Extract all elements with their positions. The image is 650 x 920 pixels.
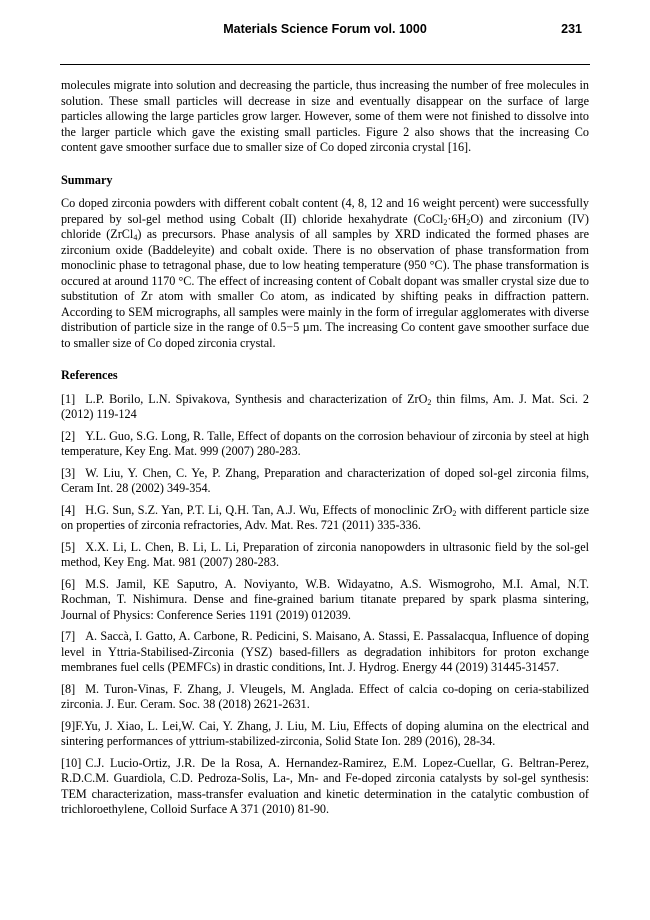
- journal-title: Materials Science Forum vol. 1000: [223, 22, 427, 36]
- intro-paragraph: molecules migrate into solution and decreasing the particle, thus increasing the number of free molecules in solution. These small particles will decrease in size and eventually disappear on the surface of large particles allowing the large particles grow larger. However, some of them were not finished to dissolve into the larger particle which gave the existing small particles. Figure 2 also shows that the increasing Co content gave smoother surface due to smaller size of Co doped zirconia crystal [16].: [61, 78, 589, 154]
- reference-8: [8] M. Turon-Vinas, F. Zhang, J. Vleugels, M. Anglada. Effect of calcia co-doping on ceria-stabilized zirconia. J. Eur. Ceram. Soc. 38 (2018) 2621-2631.: [61, 681, 589, 711]
- reference-1: [1] L.P. Borilo, L.N. Spivakova, Synthesis and characterization of ZrO$_2$ thin films, Am. J. Mat. Sci. 2 (2012) 119-124: [61, 391, 589, 421]
- body-text: [61, 78, 589, 824]
- page-number: 231: [561, 22, 582, 36]
- header-rule: [60, 64, 590, 65]
- summary-paragraph: Co doped zirconia powders with different cobalt content (4, 8, 12 and 16 weight percent) were successfully prepared by sol-gel method using Cobalt (II) chloride hexahydrate $(CoCl_2\cdot 6H_2O)$ and zirconium (IV) chloride (ZrCl$_4$) as precursors. Phase analysis of all samples by XRD indicated the formed phases are zirconium oxide (Baddeleyite) and cobalt oxide. There is no observation of phase transformation from monoclinic phase to tetragonal phase, due to low heating temperature (950 °C). The phase transformation is occured at around 1170 °C. The effect of increasing content of Cobalt dopant was smaller crystal size due to substitution of Zr atom with smaller Co atom, as indicated by shifting peaks in diffraction pattern. According to SEM micrographs, all samples were mainly in the form of irregular agglomerates with diverse distribution of particle size in the range of 0.5−5 µm. The increasing Co content gave smoother surface due to smaller size of Co doped zirconia crystal.: [61, 196, 589, 350]
- reference-5: [5] X.X. Li, L. Chen, B. Li, L. Li, Preparation of zirconia nanopowders in ultrasonic field by the sol-gel method, Key Eng. Mat. 981 (2007) 280-283.: [61, 539, 589, 569]
- reference-10: [10] C.J. Lucio-Ortiz, J.R. De la Rosa, A. Hernandez-Ramirez, E.M. Lopez-Cuellar, G. Beltran-Perez, R.D.C.M. Guardiola, C.D. Pedroza-Solis, La-, Mn- and Fe-doped zirconia catalysts by sol-gel synthesis: TEM characterization, mass-transfer evaluation and kinetic determination in the catalytic combustion of trichloroethylene, Colloid Surface A 371 (2010) 81-90.: [61, 755, 589, 816]
- reference-3: [3] W. Liu, Y. Chen, C. Ye, P. Zhang, Preparation and characterization of doped sol-gel zirconia films, Ceram Int. 28 (2002) 349-354.: [61, 465, 589, 495]
- references-heading: References: [61, 368, 118, 382]
- reference-4: [4] H.G. Sun, S.Z. Yan, P.T. Li, Q.H. Tan, A.J. Wu, Effects of monoclinic ZrO$_2$ with different particle size on properties of zirconia refractories, Adv. Mat. Res. 721 (2011) 335-336.: [61, 502, 589, 532]
- reference-6: [6] M.S. Jamil, KE Saputro, A. Noviyanto, W.B. Widayatno, A.S. Wismogroho, M.I. Amal, N.T. Rochman, T. Nishimura. Dense and fine-grained barium titanate prepared by spark plasma sintering, Journal of Physics: Conference Series 1191 (2019) 012039.: [61, 576, 589, 622]
- page-header: [60, 22, 590, 40]
- summary-heading: Summary: [61, 172, 113, 187]
- reference-9: [9]F.Yu, J. Xiao, L. Lei,W. Cai, Y. Zhang, J. Liu, M. Liu, Effects of doping alumina on the electrical and sintering performances of yttrium-stabilized-zirconia, Solid State Ion. 289 (2016), 28-34.: [61, 718, 589, 748]
- reference-7: [7] A. Saccà, I. Gatto, A. Carbone, R. Pedicini, S. Maisano, A. Stassi, E. Passalacqua, Influence of doping level in Yttria-Stabilised-Zirconia (YSZ) based-fillers as degradation inhibitors for proton exchange membranes fuel cells (PEMFCs) in drastic conditions, Int. J. Hydrog. Energy 44 (2019) 31445-31457.: [61, 629, 589, 674]
- reference-2: [2] Y.L. Guo, S.G. Long, R. Talle, Effect of dopants on the corrosion behaviour of zirconia by steel at high temperature, Key Eng. Mat. 999 (2007) 280-283.: [61, 428, 589, 458]
